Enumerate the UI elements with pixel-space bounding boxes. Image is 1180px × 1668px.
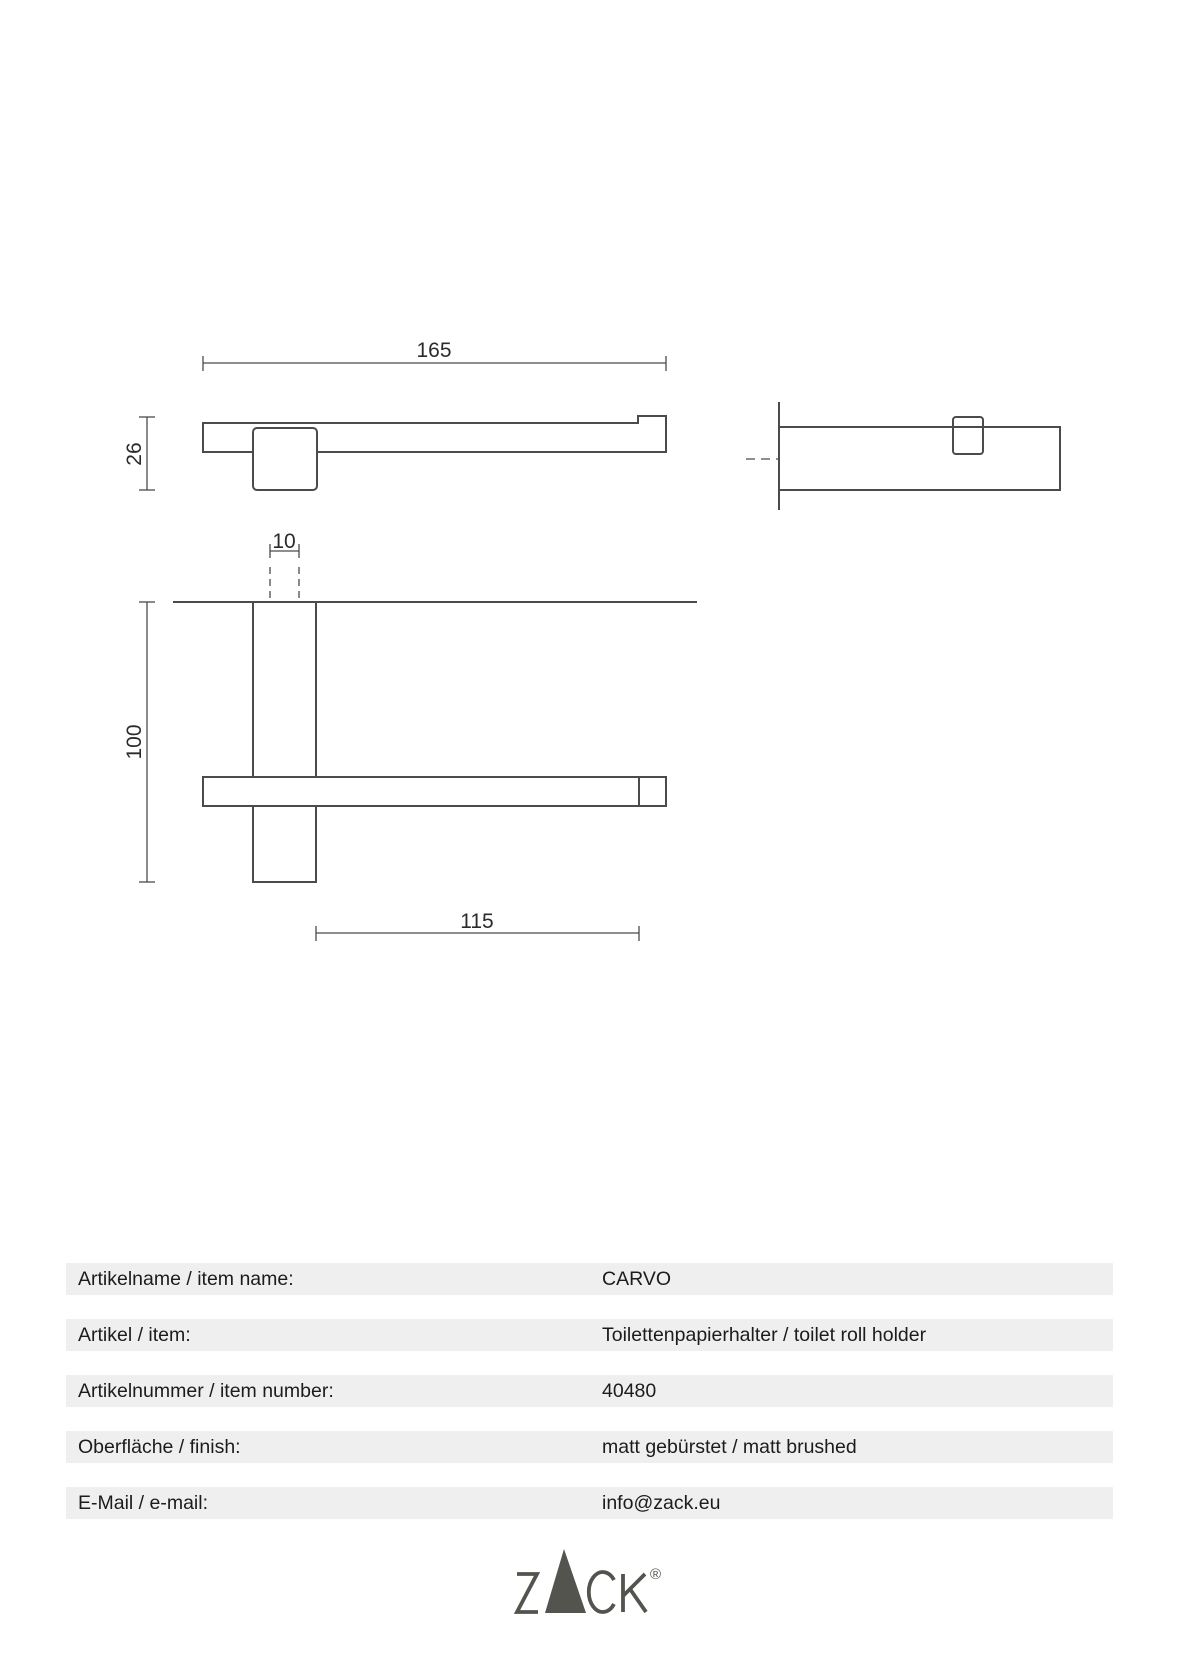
dim-label-roll-length: 115 [460,910,494,933]
dim-label-height: 26 [123,442,146,466]
dim-label-post-width: 10 [272,530,296,553]
logo-letter-c [589,1572,614,1612]
dim-label-width: 165 [416,339,452,362]
logo-letter-k [623,1574,646,1612]
row-value: matt gebürstet / matt brushed [602,1435,857,1458]
dim-label-depth: 100 [123,724,146,760]
row-label: Oberfläche / finish: [78,1435,241,1458]
spec-table [66,1263,1113,1543]
table-row [66,1263,1113,1295]
table-row [66,1375,1113,1407]
holder-body-side [779,427,1060,490]
row-value: Toilettenpapierhalter / toilet roll holder [602,1323,927,1346]
front-view [123,339,666,490]
table-row [66,1319,1113,1351]
row-value: CARVO [602,1267,671,1290]
row-value: 40480 [602,1379,657,1402]
wall-plate-front [253,428,317,490]
row-label: E-Mail / e-mail: [78,1491,209,1514]
row-label: Artikel / item: [78,1323,191,1346]
registered-mark: ® [650,1566,662,1583]
top-view [123,530,697,941]
holder-bar-top [203,777,666,806]
table-row [66,1431,1113,1463]
row-value: info@zack.eu [602,1491,721,1514]
logo-triangle-a [545,1549,586,1613]
logo-letter-z [517,1574,538,1612]
side-view [746,402,1060,510]
row-label: Artikelname / item name: [78,1267,294,1290]
bar-lip-side [953,417,983,454]
zack-logo [513,1546,673,1618]
row-label: Artikelnummer / item number: [78,1379,334,1402]
table-row [66,1487,1113,1519]
mount-post-top [253,602,316,882]
zack-logo-graphic [513,1546,673,1618]
